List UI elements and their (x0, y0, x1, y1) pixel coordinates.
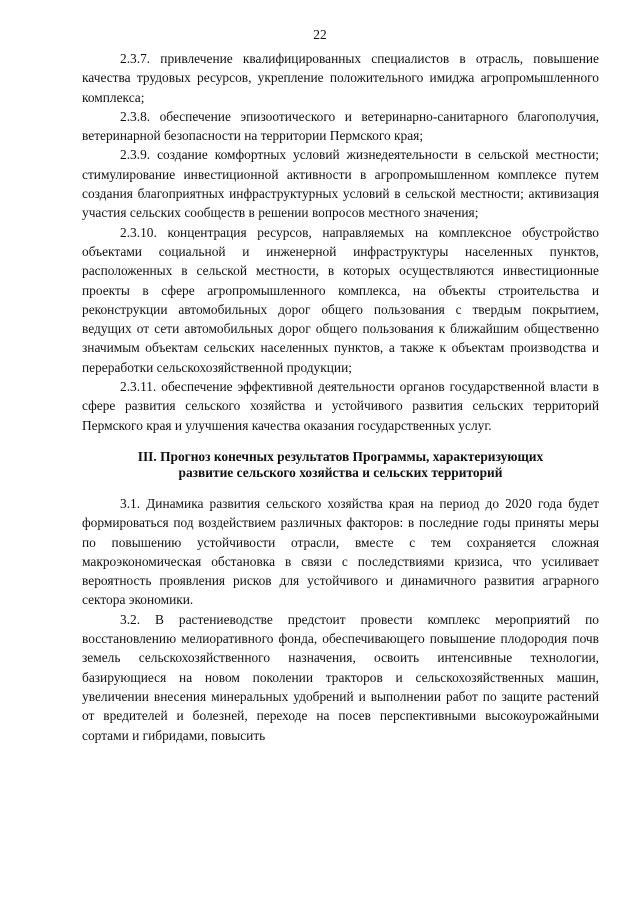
section-heading-line-1: III. Прогноз конечных результатов Программы, характеризующих (137, 448, 544, 464)
paragraph-3-2: 3.2. В растениеводстве предстоит провести комплекс мероприятий по восстановлению мелиоративного фонда, обеспечивающего повышение плодородия почв земель сельскохозяйственного назначения, освоить интенсивные технологии, базирующиеся на новом поколении тракторов и сельскохозяйственных машин, увеличении внесения минеральных удобрений и выполнении работ по защите растений от вредителей и болезней, переходе на посев перспективными высокоурожайными сортами и гибридами, повысить (82, 611, 599, 743)
paragraph-2-3-11: 2.3.11. обеспечение эффективной деятельности органов государственной власти в сфере развития сельского хозяйства и устойчивого развития сельских территорий Пермского края и улучшения качества оказания государственных услуг. (82, 379, 599, 433)
page-number: 22 (313, 27, 327, 42)
paragraph-2-3-7: 2.3.7. привлечение квалифицированных специалистов в отрасль, повышение качества трудовых ресурсов, укрепление положительного имиджа агропромышленного комплекса; (82, 51, 599, 105)
section-heading (82, 449, 599, 482)
paragraph-2-3-9: 2.3.9. создание комфортных условий жизнедеятельности в сельской местности; стимулирование инвестиционной активности в агропромышленном комплексе путем создания благоприятных инфраструктурных условий в сельской местности; активизация участия сельских сообществ в решении вопросов местного значения; (82, 147, 599, 221)
paragraph-2-3-10: 2.3.10. концентрация ресурсов, направляемых на комплексное обустройство объектами социальной и инженерной инфраструктуры населенных пунктов, расположенных в сельской местности, в которых осуществляются инвестиционные проекты в сфере агропромышленного комплекса, на объекты строительства и реконструкции автомобильных дорог общего пользования с твердым покрытием, ведущих от сети автомобильных дорог общего пользования к ближайшим общественно значимым объектам сельских населенных пунктов, а также к объектам производства и переработки сельскохозяйственной продукции; (82, 224, 599, 375)
document-body (82, 49, 599, 745)
paragraph-2-3-8: 2.3.8. обеспечение эпизоотического и ветеринарно-санитарного благополучия, ветеринарной безопасности на территории Пермского края; (82, 108, 599, 144)
paragraph-3-1: 3.1. Динамика развития сельского хозяйства края на период до 2020 года будет формироваться под воздействием различных факторов: в последние годы приняты меры по повышению устойчивости отрасли, вместе с тем сохраняется сложная макроэкономическая обстановка в связи с последствиями кризиса, что усиливает вероятность проявления рисков для устойчивого и динамичного развития аграрного сектора экономики. (82, 495, 599, 608)
section-heading-line-2: развитие сельского хозяйства и сельских территорий (178, 465, 503, 481)
